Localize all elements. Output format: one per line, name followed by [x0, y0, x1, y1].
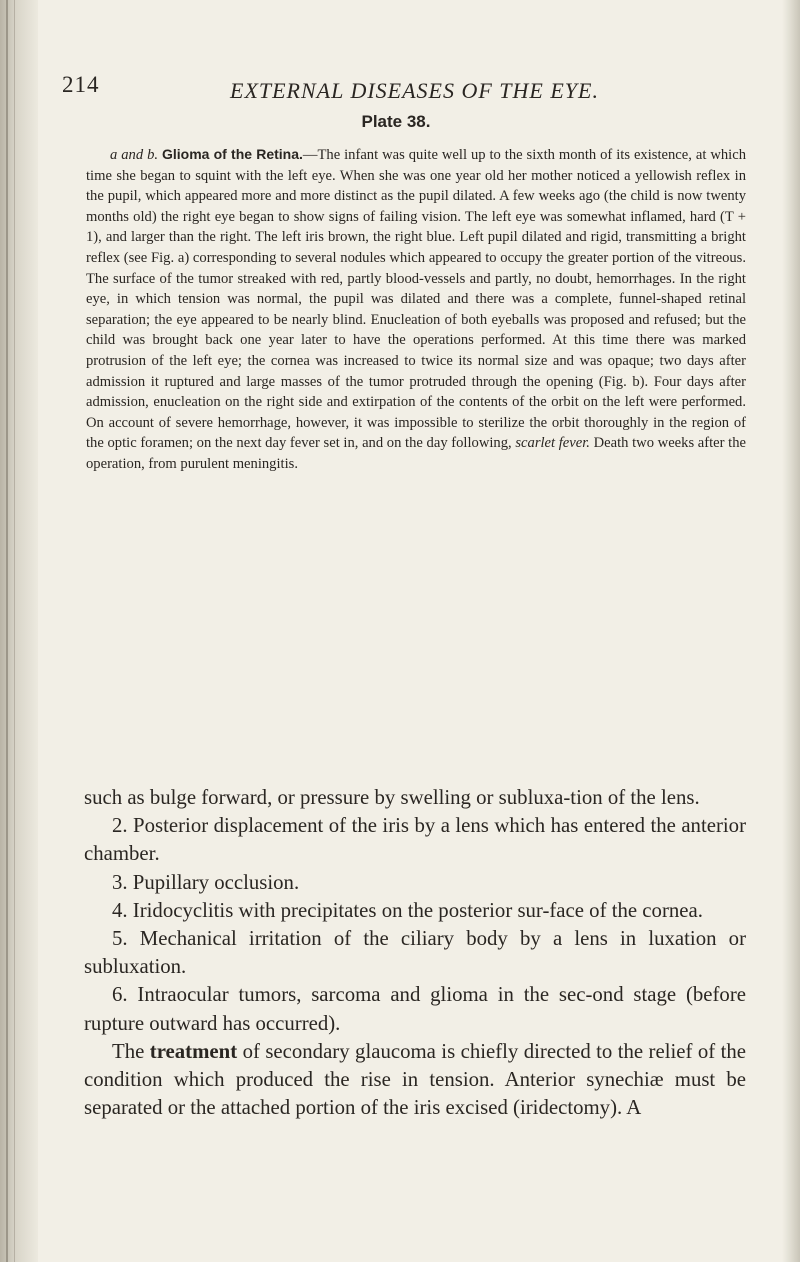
- page-binding-shadow: [0, 0, 38, 1262]
- list-item: 2. Posterior displacement of the iris by a lens which has entered the anterior chamber.: [84, 814, 746, 866]
- treatment-paragraph: [84, 1038, 746, 1123]
- page-number: 214: [62, 72, 100, 97]
- binding-edge-line: [14, 0, 15, 1262]
- treatment-intro: The: [112, 1039, 145, 1063]
- plate-text-end: Death two weeks after the operation, from purulent meningitis.: [86, 435, 746, 472]
- plate-caption: [86, 112, 746, 475]
- running-head: EXTERNAL DISEASES OF THE EYE.: [230, 78, 599, 103]
- treatment-text: of secondary glaucoma is chiefly directed to the relief of the condition which produced the rise in tension. Anterior synechiæ must be separated or the attached portion of the iris excised (iridectomy). A: [84, 1039, 746, 1120]
- figure-label: a and b.: [110, 147, 159, 163]
- plate-title: Plate 38.: [361, 112, 431, 131]
- list-item: 3. Pupillary occlusion.: [112, 870, 300, 894]
- list-item: 5. Mechanical irritation of the ciliary body by a lens in luxation or subluxation.: [84, 927, 746, 979]
- plate-heading: Glioma of the Retina.: [161, 146, 303, 162]
- list-item: 6. Intraocular tumors, sarcoma and glioma in the sec-ond stage (before rupture outward has occurred).: [84, 983, 746, 1035]
- plate-italic-phrase: scarlet fever.: [515, 435, 590, 452]
- plate-description: [86, 144, 746, 475]
- binding-edge-line: [6, 0, 8, 1262]
- list-item: 4. Iridocyclitis with precipitates on the posterior sur-face of the cornea.: [112, 898, 703, 922]
- page-header: [62, 72, 762, 112]
- treatment-keyword: treatment: [149, 1039, 238, 1063]
- page-edge-shadow: [782, 0, 800, 1262]
- continuation-paragraph: such as bulge forward, or pressure by swelling or subluxa-tion of the lens.: [84, 786, 700, 809]
- main-body-text: [84, 784, 746, 1122]
- plate-text: —The infant was quite well up to the sixth month of its existence, at which time she began to squint with the left eye. When she was one year old her mother noticed a yellowish reflex in the pupil, which appeared more and more distinct as the pupil dilated. A few weeks ago (the child is now twenty months old) the right eye began to show signs of failing vision. The left eye was somewhat inflamed, hard (T + 1), and larger than the right. The left iris brown, the right blue. Left pupil dilated and rigid, transmitting a bright reflex (see Fig. a) corresponding to several nodules which appeared to occupy the greater portion of the vitreous. The surface of the tumor streaked with red, partly blood-vessels and partly, no doubt, hemorrhages. In the right eye, in which tension was normal, the pupil was dilated and there was a complete, funnel-shaped retinal separation; the eye appeared to be nearly blind. Enucleation of both eyeballs was proposed and refused; but the child was brought back one year later to have the operations performed. At this time there was marked protrusion of the left eye; the cornea was increased to twice its normal size and was opaque; two days after admission it ruptured and large masses of the tumor protruded through the opening (Fig. b). Four days after admission, enucleation on the right side and extirpation of the contents of the orbit on the left were performed. On account of severe hemorrhage, however, it was impossible to sterilize the orbit thoroughly in the region of the optic foramen; on the next day fever set in, and on the day following,: [86, 147, 746, 452]
